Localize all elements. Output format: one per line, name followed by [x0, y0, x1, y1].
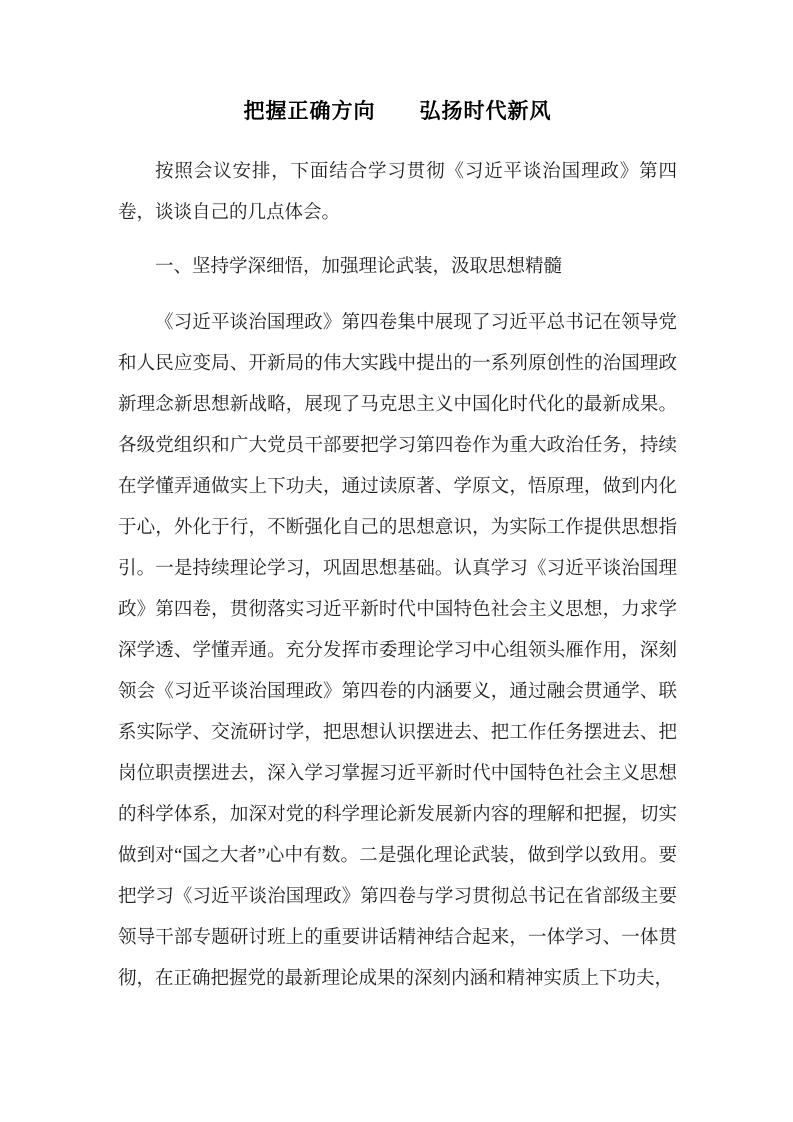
paragraph: 《习近平谈治国理政》第四卷集中展现了习近平总书记在领导党和人民应变局、开新局的伟大实践中提出的一系列原创性的治国理政新理念新思想新战略，展现了马克思主义中国化时代化的最新成果。各级党组织和广大党员干部要把学习第四卷作为重大政治任务，持续在学懂弄通做实上下功夫，通过读原著、学原文，悟原理，做到内化于心，外化于行，不断强化自己的思想意识，为实际工作提供思想指引。一是持续理论学习，巩固思想基础。认真学习《习近平谈治国理政》第四卷，贯彻落实习近平新时代中国特色社会主义思想，力求学深学透、学懂弄通。充分发挥市委理论学习中心组领头雁作用，深刻领会《习近平谈治国理政》第四卷的内涵要义，通过融会贯通学、联系实际学、交流研讨学，把思想认识摆进去、把工作任务摆进去、把岗位职责摆进去，深入学习掌握习近平新时代中国特色社会主义思想的科学体系，加深对党的科学理论新发展新内容的理解和把握，切实做到对“国之大者”心中有数。二是强化理论武装，做到学以致用。要把学习《习近平谈治国理政》第四卷与学习贯彻总书记在省部级主要领导干部专题研讨班上的重要讲话精神结合起来，一体学习、一体贯彻，在正确把握党的最新理论成果的深刻内涵和精神实质上下功夫， — [118, 313, 677, 989]
paragraph: 按照会议安排，下面结合学习贯彻《习近平谈治国理政》第四卷，谈谈自己的几点体会。 — [118, 162, 677, 223]
section-heading: 一、坚持学深细悟，加强理论武装，汲取思想精髓 — [155, 257, 563, 277]
document-title: 把握正确方向 弘扬时代新风 — [243, 99, 552, 123]
document-body — [118, 152, 677, 1000]
